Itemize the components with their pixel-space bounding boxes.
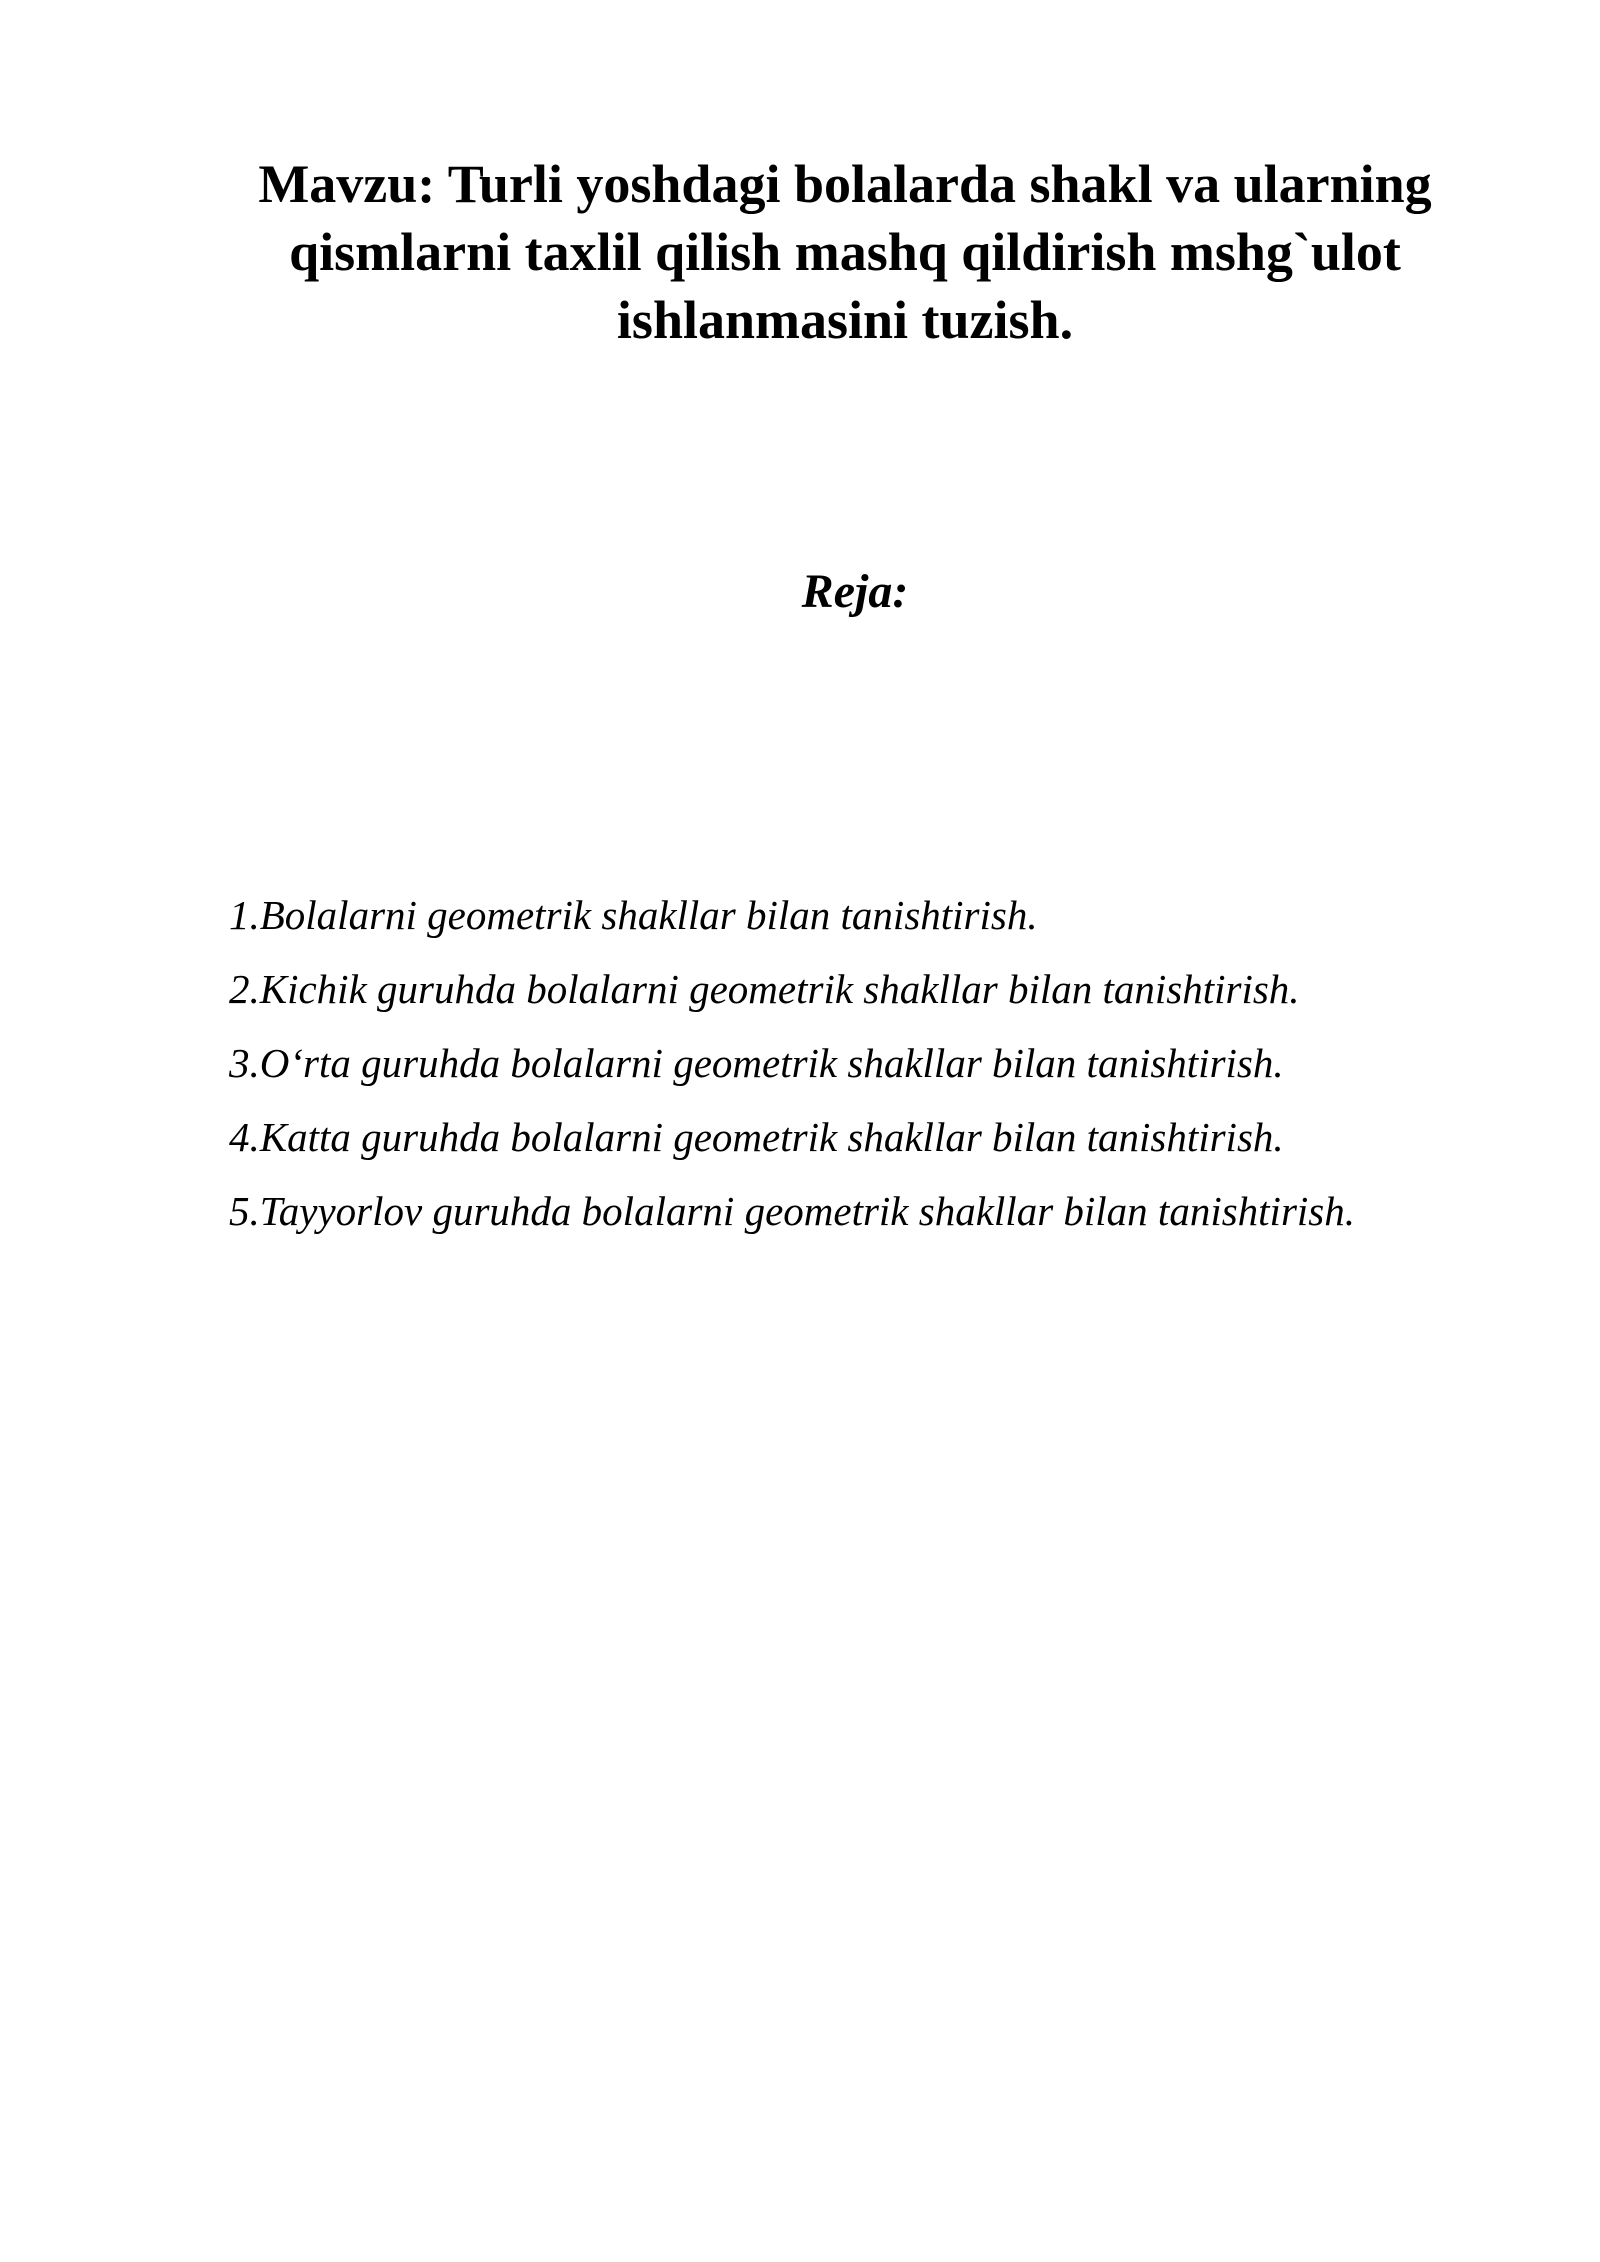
document-title: Mavzu: Turli yoshdagi bolalarda shakl va ularning qismlarni taxlil qilish mashq qildirish mshg`ulot ishlanmasini tuzish. xyxy=(258,154,1432,350)
plan-item: 4.Katta guruhda bolalarni geometrik shakllar bilan tanishtirish. xyxy=(229,1114,1284,1160)
plan-item: 1.Bolalarni geometrik shakllar bilan tanishtirish. xyxy=(229,892,1038,938)
plan-item: 3.O‘rta guruhda bolalarni geometrik shakllar bilan tanishtirish. xyxy=(229,1040,1284,1086)
plan-list xyxy=(229,878,1355,1248)
plan-item: 5.Tayyorlov guruhda bolalarni geometrik shakllar bilan tanishtirish. xyxy=(229,1188,1355,1234)
plan-item: 2.Kichik guruhda bolalarni geometrik shakllar bilan tanishtirish. xyxy=(229,966,1300,1012)
plan-heading: Reja: xyxy=(801,565,909,618)
